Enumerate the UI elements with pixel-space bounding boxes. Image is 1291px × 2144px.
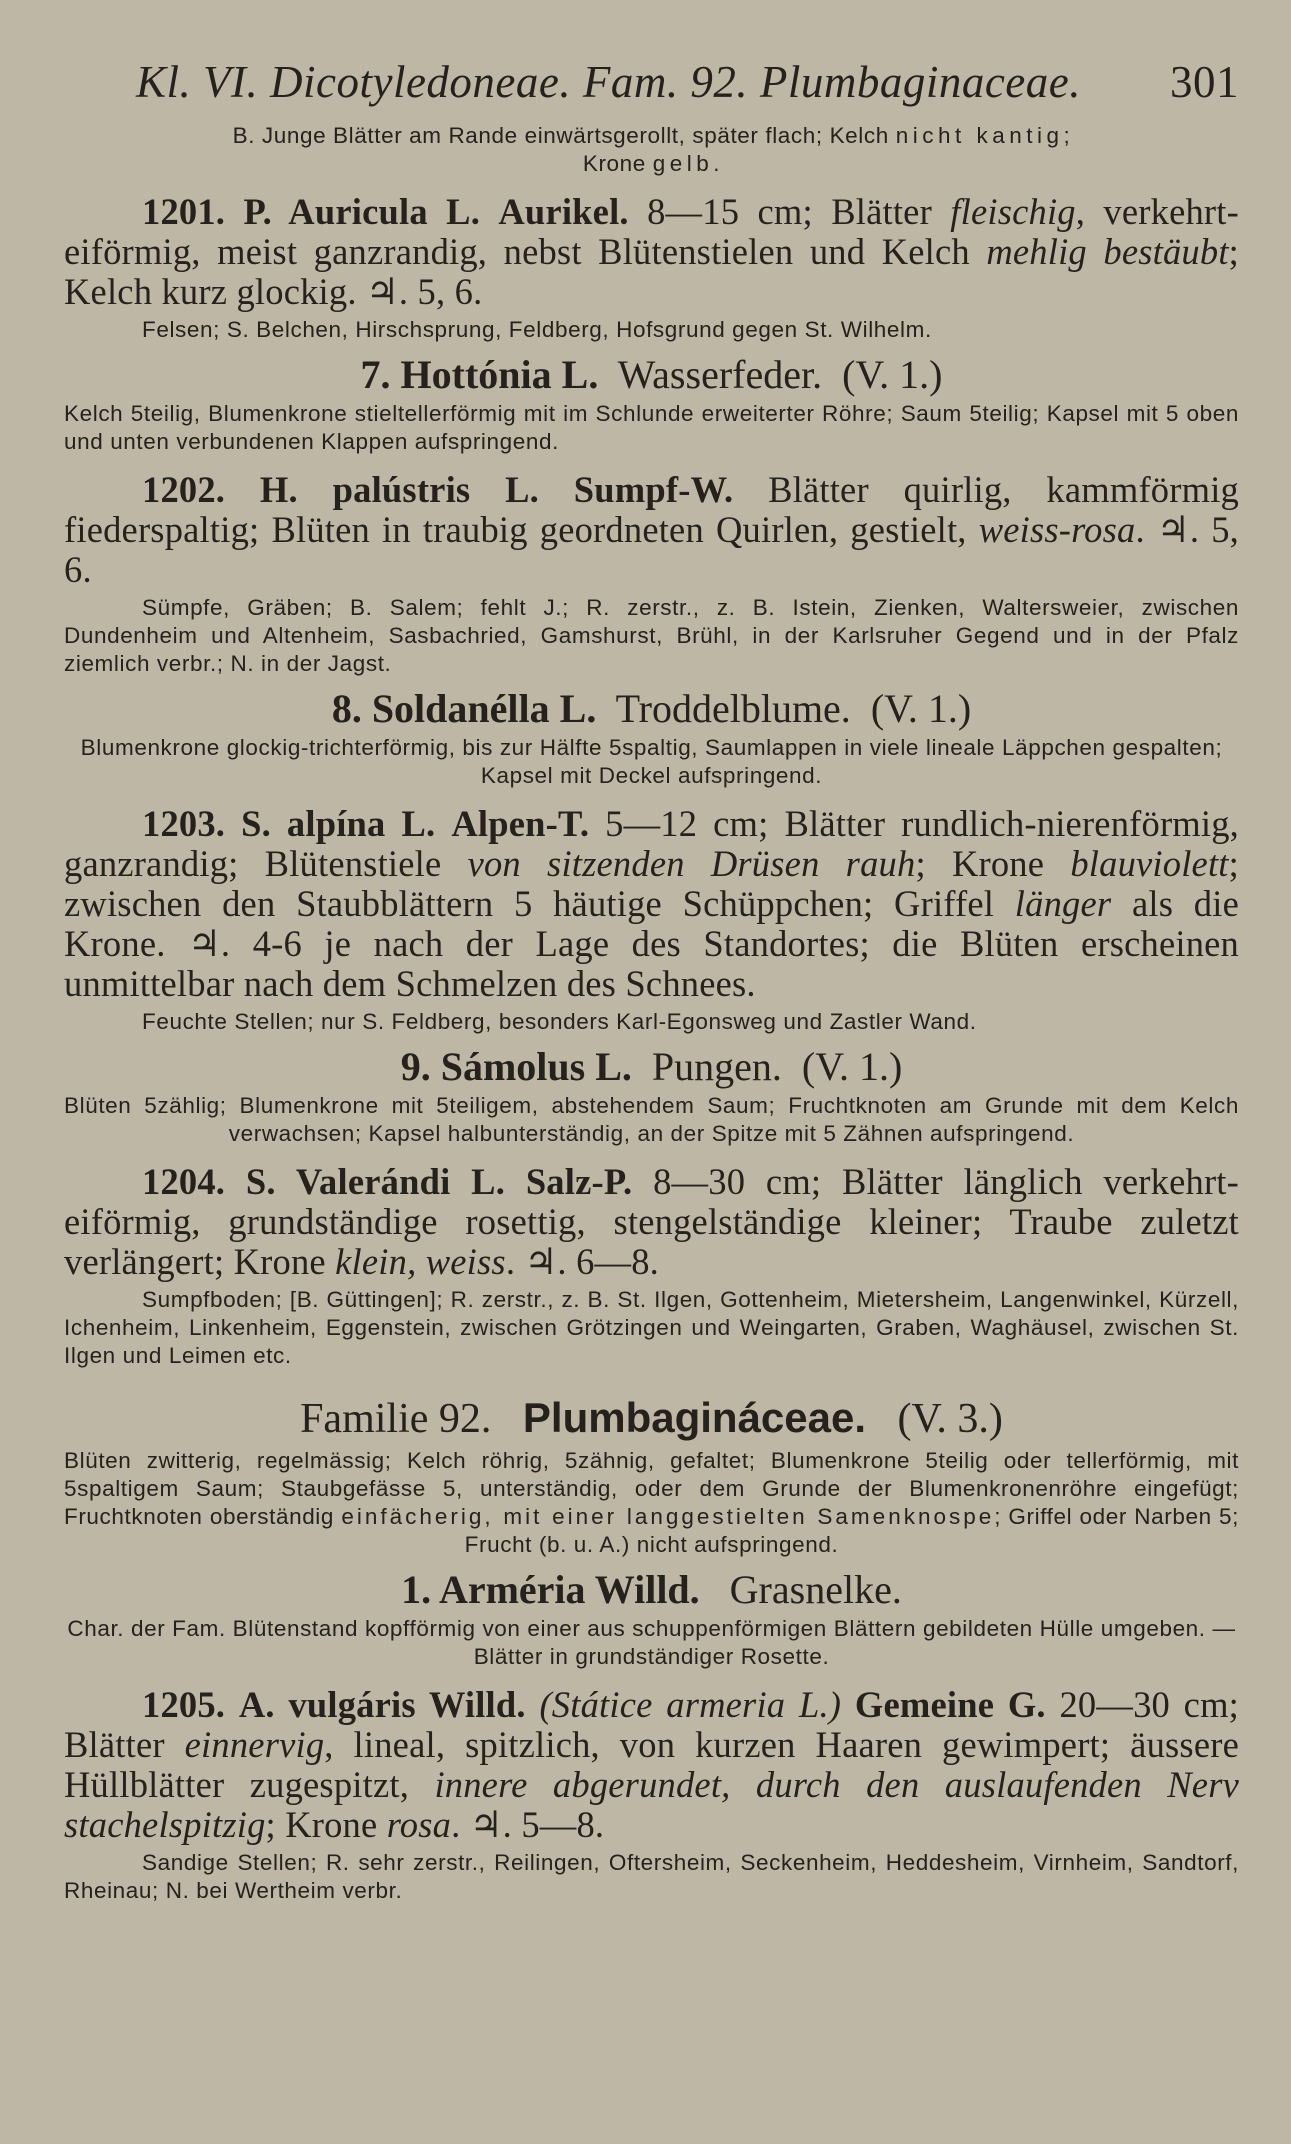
- genus-class: (V. 1.): [801, 1044, 903, 1089]
- species-italic: von sitzenden Drüsen rauh: [467, 843, 916, 884]
- species-italic: klein, weiss: [335, 1241, 506, 1282]
- species-italic: länger: [1014, 883, 1112, 924]
- locality-1204: [64, 1286, 1239, 1370]
- key-section-b: [64, 122, 1239, 178]
- species-name: H. palústris L.: [259, 469, 539, 510]
- locality-1202: [64, 594, 1239, 678]
- species-number: 1201.: [142, 191, 226, 232]
- species-italic: blauviolett: [1070, 843, 1229, 884]
- family-class: (V. 3.): [897, 1396, 1003, 1442]
- species-text: Blätter quirlig, kammförmig fiederspaltig; Blüten in traubig geordneten Quirlen, gestielt,: [64, 469, 1239, 550]
- family-desc-text-2: ; Griffel oder Narben 5; Frucht (b. u. A.) nicht aufspringend.: [464, 1504, 1239, 1557]
- key-b-punct: ;: [1063, 123, 1071, 148]
- species-text: 5—12 cm; Blätter rundlich-nierenförmig, ganzrandig; Blütenstiele: [64, 803, 1240, 884]
- species-common-name: Alpen-T.: [451, 803, 590, 844]
- genus-common-name: Grasnelke.: [729, 1567, 902, 1612]
- species-text: . ♃. 5, 6.: [64, 509, 1239, 590]
- genus-common-name: Wasserfeder.: [617, 352, 823, 397]
- genus-name: 1. Arméria Willd.: [401, 1567, 700, 1612]
- species-text: 8—15 cm; Blätter: [628, 191, 951, 232]
- species-common-name: Gemeine G.: [854, 1684, 1046, 1725]
- species-italic: einnervig: [184, 1724, 325, 1765]
- genus-heading-armeria: [64, 1567, 1239, 1613]
- species-text: als die Krone. ♃. 4-6 je nach der Lage des Standortes; die Blüten erscheinen unmittelbar nach dem Schmelzen des Schnees.: [64, 883, 1239, 1004]
- species-common-name: Salz-P.: [525, 1161, 633, 1202]
- family-label: Familie 92.: [300, 1396, 492, 1442]
- genus-common-name: Troddelblume.: [615, 686, 851, 731]
- family-heading-plumbaginaceae: [64, 1392, 1239, 1445]
- species-number: 1205.: [142, 1684, 226, 1725]
- key-b-punct-2: .: [713, 151, 721, 176]
- family-desc-emphasis: einfächerig, mit einer langgestielten Samenknospe: [341, 1504, 995, 1529]
- species-text: 20—30 cm; Blätter: [64, 1684, 1240, 1765]
- species-text: , lineal, spitzlich, von kurzen Haaren gewimpert; äussere Hüllblätter zugespitzt,: [64, 1724, 1239, 1805]
- species-italic: mehlig bestäubt: [986, 231, 1229, 272]
- species-text: ; Krone: [265, 1804, 387, 1845]
- species-entry-1202: [64, 470, 1239, 590]
- species-text: 8—30 cm; Blätter länglich verkehrt-eiförmig, grundständige rosettig, stengelständige kleiner; Traube zuletzt verlängert; Krone: [64, 1161, 1239, 1282]
- species-number: 1204.: [142, 1161, 226, 1202]
- locality-text: Sandige Stellen; R. sehr zerstr., Reilingen, Oftersheim, Seckenheim, Heddesheim, Virnheim, Sandtorf, Rheinau; N. bei Wertheim verbr.: [64, 1850, 1239, 1903]
- species-name: S. Valerándi L.: [245, 1161, 506, 1202]
- key-b-text: B. Junge Blätter am Rande einwärtsgerollt, später flach; Kelch: [232, 123, 896, 148]
- key-b-emphasis: nicht kantig: [895, 123, 1064, 148]
- species-italic: innere abgerundet, durch den auslaufenden Nerv stachelspitzig: [64, 1764, 1239, 1845]
- page-number: 301: [1170, 57, 1239, 107]
- species-number: 1203.: [142, 803, 226, 844]
- species-entry-1201: [64, 192, 1239, 312]
- genus-name: 8. Soldanélla L.: [331, 686, 597, 731]
- running-header: [64, 52, 1239, 112]
- species-common-name: Sumpf-W.: [573, 469, 734, 510]
- locality-text: Sümpfe, Gräben; B. Salem; fehlt J.; R. zerstr., z. B. Istein, Zienken, Waltersweier, zwischen Dundenheim und Altenheim, Sasbachried, Gamshurst, Brühl, in der Karlsruher Gegend und in der Pfalz ziemlich verbr.; N. in der Jagst.: [64, 595, 1239, 676]
- family-desc-text: Blüten zwitterig, regelmässig; Kelch röhrig, 5zähnig, gefaltet; Blumenkrone 5teilig oder tellerförmig, mit 5spaltigem Saum; Staubgefässe 5, unterständig, oder dem Grunde der Blumenkronenröhre eingefügt; Fruchtknoten oberständig: [64, 1448, 1239, 1529]
- family-name: Plumbagináceae.: [522, 1394, 867, 1441]
- species-italic: weiss-rosa: [978, 509, 1136, 550]
- species-entry-1204: [64, 1162, 1239, 1282]
- genus-heading-soldanella: [64, 686, 1239, 732]
- species-text: , verkehrt-eiförmig, meist ganzrandig, nebst Blütenstielen und Kelch: [64, 191, 1239, 272]
- species-entry-1203: [64, 804, 1239, 1004]
- genus-class: (V. 1.): [842, 352, 943, 397]
- running-title: Kl. VI. Dicotyledoneae. Fam. 92. Plumbaginaceae.: [136, 57, 1082, 107]
- key-b-text-2: Krone: [582, 151, 653, 176]
- locality-1203: [64, 1008, 1239, 1036]
- species-entry-1205: [64, 1685, 1239, 1845]
- species-italic: fleischig: [950, 191, 1076, 232]
- species-text: . ♃. 5—8.: [451, 1804, 605, 1845]
- locality-1205: [64, 1849, 1239, 1905]
- genus-description-armeria: Char. der Fam. Blütenstand kopfförmig von einer aus schuppenförmigen Blättern gebildeten Hülle umgeben. — Blätter in grundständiger Rosette.: [67, 1616, 1236, 1669]
- genus-description-samolus: Blüten 5zählig; Blumenkrone mit 5teiligem, abstehendem Saum; Fruchtknoten am Grunde mit dem Kelch verwachsen; Kapsel halbunterständig, an der Spitze mit 5 Zähnen aufspringend.: [64, 1093, 1239, 1146]
- species-synonym: (Státice armeria L.): [539, 1684, 842, 1725]
- species-number: 1202.: [142, 469, 226, 510]
- species-text: ; Kelch kurz glockig. ♃. 5, 6.: [64, 231, 1240, 312]
- locality-1201: [64, 316, 1239, 344]
- genus-description-soldanella: Blumenkrone glockig-trichterförmig, bis zur Hälfte 5spaltig, Saumlappen in viele lineale Läppchen gespalten; Kapsel mit Deckel aufspringend.: [80, 735, 1223, 788]
- key-b-emphasis-2: gelb: [652, 151, 714, 176]
- species-text: . ♃. 6—8.: [505, 1241, 659, 1282]
- family-description: [64, 1447, 1239, 1559]
- locality-text: Sumpfboden; [B. Güttingen]; R. zerstr., z. B. St. Ilgen, Gottenheim, Mietersheim, Langenwinkel, Kürzell, Ichenheim, Linkenheim, Eggenstein, zwischen Grötzingen und Weingarten, Graben, Waghäusel, zwischen St. Ilgen und Leimen etc.: [64, 1287, 1239, 1368]
- genus-heading-samolus: [64, 1044, 1239, 1090]
- locality-text: Felsen; S. Belchen, Hirschsprung, Feldberg, Hofsgrund gegen St. Wilhelm.: [142, 317, 932, 342]
- genus-common-name: Pungen.: [651, 1044, 782, 1089]
- species-name: S. alpína L.: [241, 803, 436, 844]
- species-name: A. vulgáris Willd.: [238, 1684, 526, 1725]
- species-text: ; zwischen den Staubblättern 5 häutige Schüppchen; Griffel: [64, 843, 1239, 924]
- genus-name: 7. Hottónia L.: [360, 352, 599, 397]
- genus-class: (V. 1.): [870, 686, 972, 731]
- genus-name: 9. Sámolus L.: [400, 1044, 632, 1089]
- genus-description-hottonia: Kelch 5teilig, Blumenkrone stieltellerförmig mit im Schlunde erweiterter Röhre; Saum 5teilig; Kapsel mit 5 oben und unten verbundenen Klappen aufspringend.: [64, 401, 1239, 454]
- species-text: ; Krone: [915, 843, 1071, 884]
- species-common-name: Aurikel.: [498, 191, 629, 232]
- species-italic: rosa: [386, 1804, 452, 1845]
- genus-heading-hottonia: [64, 352, 1239, 398]
- locality-text: Feuchte Stellen; nur S. Feldberg, besonders Karl-Egonsweg und Zastler Wand.: [142, 1009, 977, 1034]
- species-name: P. Auricula L.: [243, 191, 481, 232]
